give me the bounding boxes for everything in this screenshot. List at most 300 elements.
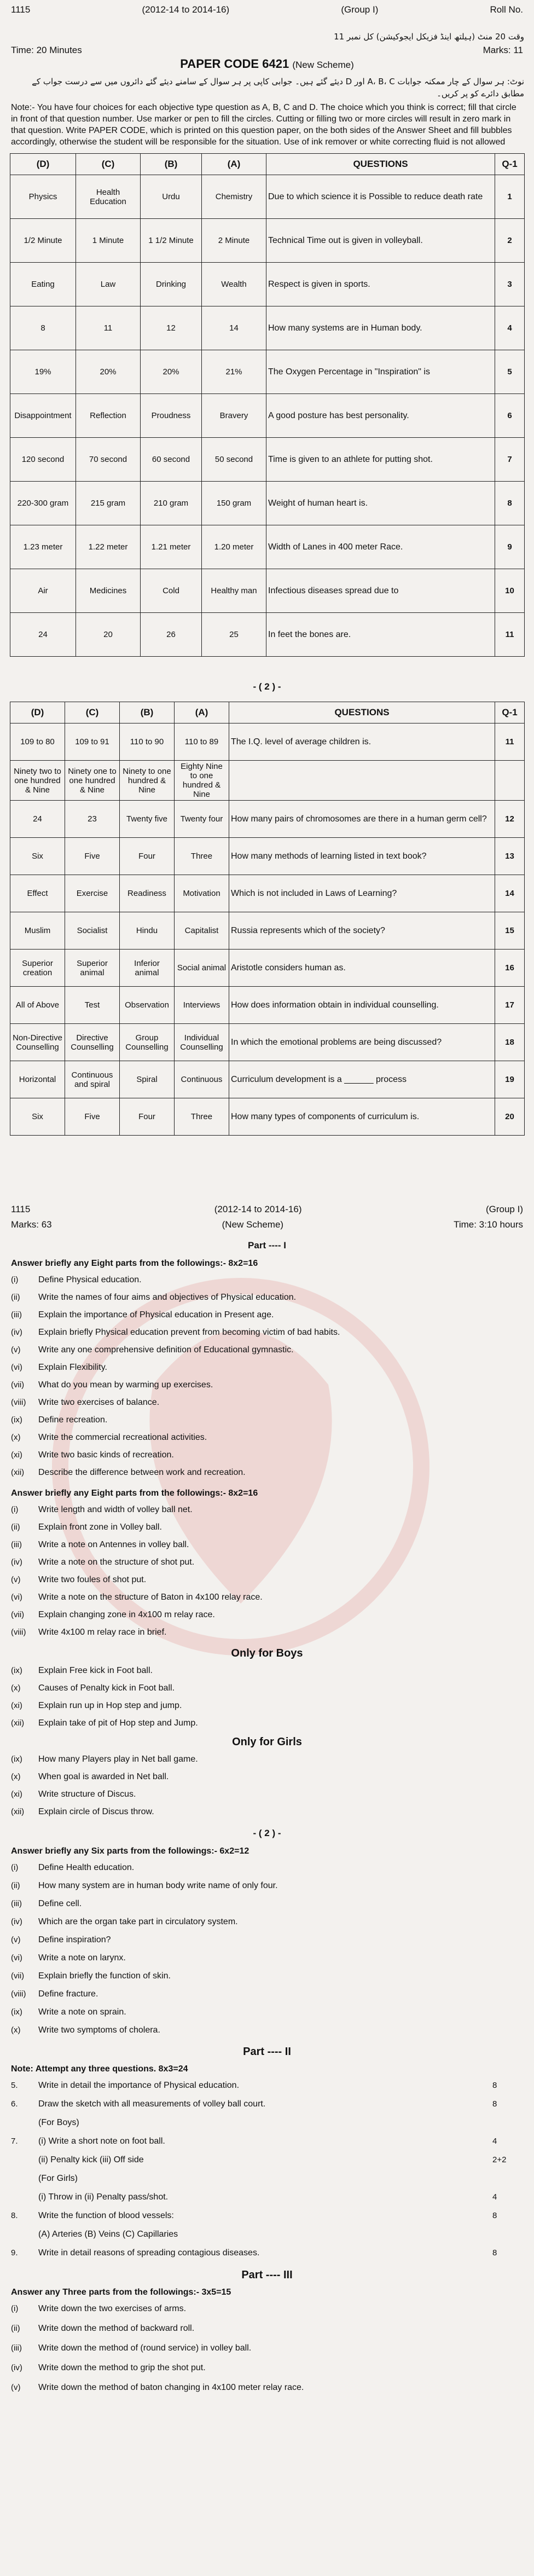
option-c: Directive Counselling <box>65 1024 120 1061</box>
item-number: 6. <box>11 2099 18 2109</box>
option-c: Superior animal <box>65 950 120 987</box>
option-b: Readiness <box>120 875 175 912</box>
option-c: Test <box>65 987 120 1024</box>
option-b: Four <box>120 838 175 875</box>
option-d: 24 <box>10 613 76 657</box>
question-number: 5 <box>495 350 525 394</box>
question-text: Russia represents which of the society? <box>229 912 495 950</box>
question-text: How does information obtain in individual counselling. <box>229 987 495 1024</box>
option-a: 1.20 meter <box>202 525 266 569</box>
column-header: Q-1 <box>495 154 525 175</box>
option-d: Physics <box>10 175 76 219</box>
subjective-time: Time: 3:10 hours <box>454 1219 523 1230</box>
column-header: (A) <box>202 154 266 175</box>
question-number: 11 <box>495 723 525 761</box>
question-heading: Answer briefly any Eight parts from the followings:- 8x2=16 <box>11 1489 258 1498</box>
option-d: Six <box>10 838 65 875</box>
column-header: (C) <box>76 154 141 175</box>
part-1-label: Part ---- I <box>248 1240 286 1251</box>
objective-table-2 <box>10 702 525 1136</box>
question-number: 9 <box>495 525 525 569</box>
question-number: 16 <box>495 950 525 987</box>
question-row <box>10 1024 525 1061</box>
option-a: Healthy man <box>202 569 266 613</box>
option-d: Effect <box>10 875 65 912</box>
question-number: 2 <box>495 219 525 263</box>
header-top-row <box>11 4 523 15</box>
item-text: (For Boys) <box>38 2118 79 2127</box>
option-c: 109 to 91 <box>65 723 120 761</box>
section-title: Only for Girls <box>232 1736 302 1748</box>
question-text: Due to which science it is Possible to reduce death rate <box>266 175 495 219</box>
item-number: (iv) <box>11 2363 22 2372</box>
option-b: Group Counselling <box>120 1024 175 1061</box>
item-number: (xii) <box>11 1807 25 1816</box>
question-row <box>10 801 525 838</box>
question-text: How many methods of learning listed in text book? <box>229 838 495 875</box>
item-number: (ix) <box>11 1415 22 1425</box>
item-marks: 8 <box>492 2211 497 2220</box>
item-text: Write structure of Discus. <box>38 1790 136 1799</box>
question-number: 11 <box>495 613 525 657</box>
question-number: 14 <box>495 875 525 912</box>
option-c: 1 Minute <box>76 219 141 263</box>
paper-code: 6421 <box>262 57 289 71</box>
option-b: 110 to 90 <box>120 723 175 761</box>
item-number: (iii) <box>11 1310 22 1319</box>
question-text: Aristotle considers human as. <box>229 950 495 987</box>
question-row <box>10 219 525 263</box>
option-d: Non-Directive Counselling <box>10 1024 65 1061</box>
question-text: Time is given to an athlete for putting shot. <box>266 438 495 482</box>
subjective-board-line: (2012-14 to 2014-16) <box>214 1204 302 1214</box>
item-text: Write two basic kinds of recreation. <box>38 1450 174 1460</box>
roll-label: Roll No. <box>490 4 523 15</box>
question-number: 10 <box>495 569 525 613</box>
item-text: (ii) Penalty kick (iii) Off side <box>38 2155 144 2164</box>
option-c: Exercise <box>65 875 120 912</box>
question-number: 15 <box>495 912 525 950</box>
question-row <box>10 438 525 482</box>
item-text: Write a note on sprain. <box>38 2007 126 2017</box>
option-d: Six <box>10 1098 65 1136</box>
question-text <box>229 761 495 801</box>
column-header: (D) <box>10 154 76 175</box>
option-c: 70 second <box>76 438 141 482</box>
question-text: How many systems are in Human body. <box>266 306 495 350</box>
option-b: Twenty five <box>120 801 175 838</box>
item-number: (xi) <box>11 1450 22 1460</box>
option-d: 220-300 gram <box>10 482 76 525</box>
item-text: Write the function of blood vessels: <box>38 2211 174 2220</box>
question-text: Curriculum development is a ______ process <box>229 1061 495 1098</box>
option-b: Observation <box>120 987 175 1024</box>
option-b: 26 <box>141 613 202 657</box>
item-text: Explain briefly Physical education prevent from becoming victim of bad habits. <box>38 1328 340 1337</box>
option-a: 2 Minute <box>202 219 266 263</box>
option-b: Ninety to one hundred & Nine <box>120 761 175 801</box>
option-a: Continuous <box>175 1061 229 1098</box>
item-text: Define inspiration? <box>38 1935 111 1944</box>
option-c: 20% <box>76 350 141 394</box>
item-number: (iii) <box>11 2343 22 2353</box>
item-number: (v) <box>11 1935 21 1944</box>
question-row <box>10 613 525 657</box>
item-text: (i) Write a short note on foot ball. <box>38 2137 165 2146</box>
item-text: Explain changing zone in 4x100 m relay race. <box>38 1610 215 1619</box>
option-c: 23 <box>65 801 120 838</box>
option-c: Health Education <box>76 175 141 219</box>
question-row <box>10 1061 525 1098</box>
question-row <box>10 350 525 394</box>
instructions-note: Note:- You have four choices for each objective type question as A, B, C and D. The choice which you think is correct; fill that circle in front of that question number. Use marker or pen to fill the circles. Cutting or filling two or more circles will result in zero mark in that question. Write PAPER CODE, which is printed on this question paper, on the both sides of the Answer Sheet and fill bubbles accordingly, otherwise the student will be responsible for the situation. Use of ink remover or white correcting fluid is not allowed <box>11 103 516 147</box>
item-text: Write a note on Antennes in volley ball. <box>38 1540 189 1549</box>
paper-code-label: PAPER CODE <box>180 57 259 71</box>
question-text: Technical Time out is given in volleyball. <box>266 219 495 263</box>
item-number: (xi) <box>11 1790 22 1799</box>
option-d: Disappointment <box>10 394 76 438</box>
item-number: (vii) <box>11 1610 25 1619</box>
question-text: Width of Lanes in 400 meter Race. <box>266 525 495 569</box>
question-row <box>10 394 525 438</box>
subjective-code: 1115 <box>11 1204 31 1214</box>
scheme-label: (New Scheme) <box>292 60 354 70</box>
question-number: 19 <box>495 1061 525 1098</box>
question-text: In feet the bones are. <box>266 613 495 657</box>
item-number: (x) <box>11 2025 21 2035</box>
question-heading: Answer briefly any Eight parts from the followings:- 8x2=16 <box>11 1259 258 1268</box>
table-header-row <box>10 702 525 723</box>
option-a: Three <box>175 838 229 875</box>
question-number: 17 <box>495 987 525 1024</box>
option-d: Horizontal <box>10 1061 65 1098</box>
option-c: Continuous and spiral <box>65 1061 120 1098</box>
item-text: When goal is awarded in Net ball. <box>38 1772 169 1781</box>
item-text: Write down the method to grip the shot put. <box>38 2363 206 2372</box>
question-row <box>10 263 525 306</box>
item-text: Write down the method of (round service) in volley ball. <box>38 2343 252 2353</box>
item-number: (iv) <box>11 1328 22 1337</box>
option-d: 1/2 Minute <box>10 219 76 263</box>
question-heading: Note: Attempt any three questions. 8x3=24 <box>11 2064 188 2074</box>
question-number: 1 <box>495 175 525 219</box>
question-text: The Oxygen Percentage in "Inspiration" is <box>266 350 495 394</box>
option-b: Drinking <box>141 263 202 306</box>
column-header: (A) <box>175 702 229 723</box>
item-number: (xii) <box>11 1468 25 1477</box>
section-title: Only for Boys <box>231 1647 303 1659</box>
subjective-header-row <box>11 1204 523 1215</box>
item-number: (v) <box>11 1575 21 1584</box>
item-marks: 4 <box>492 2137 497 2146</box>
option-b: 1.21 meter <box>141 525 202 569</box>
item-text: Describe the difference between work and recreation. <box>38 1468 246 1477</box>
option-a: Bravery <box>202 394 266 438</box>
question-text: Weight of human heart is. <box>266 482 495 525</box>
item-number: (ii) <box>11 2324 20 2333</box>
column-header: (C) <box>65 702 120 723</box>
time-label: Time: 20 Minutes <box>11 45 82 55</box>
item-text: Write the commercial recreational activities. <box>38 1433 207 1442</box>
option-d: 8 <box>10 306 76 350</box>
option-a: Three <box>175 1098 229 1136</box>
question-row <box>10 175 525 219</box>
question-number: 13 <box>495 838 525 875</box>
item-number: (ii) <box>11 1881 20 1890</box>
question-text: How many pairs of chromosomes are there in a human germ cell? <box>229 801 495 838</box>
urdu-top: وقت 20 منٹ (ہیلتھ اینڈ فزیکل ایجوکیشن) کل نمبر 11 <box>334 32 524 42</box>
item-number: (ix) <box>11 1755 22 1764</box>
option-c: Five <box>65 1098 120 1136</box>
option-b: 20% <box>141 350 202 394</box>
option-d: Superior creation <box>10 950 65 987</box>
item-number: (iv) <box>11 1917 22 1926</box>
option-b: Spiral <box>120 1061 175 1098</box>
item-number: (iii) <box>11 1899 22 1908</box>
item-marks: 2+2 <box>492 2155 507 2164</box>
option-d: Muslim <box>10 912 65 950</box>
option-c: 1.22 meter <box>76 525 141 569</box>
item-number: 9. <box>11 2248 18 2257</box>
item-marks: 8 <box>492 2099 497 2109</box>
item-number: (i) <box>11 1275 19 1284</box>
option-c: Five <box>65 838 120 875</box>
option-a: Social animal <box>175 950 229 987</box>
question-heading: Answer any Three parts from the followings:- 3x5=15 <box>11 2288 231 2297</box>
item-number: (i) <box>11 1505 19 1514</box>
question-heading: Answer briefly any Six parts from the followings:- 6x2=12 <box>11 1846 249 1856</box>
question-row <box>10 569 525 613</box>
option-d: Ninety two to one hundred & Nine <box>10 761 65 801</box>
column-header: (B) <box>141 154 202 175</box>
question-row <box>10 875 525 912</box>
question-row <box>10 987 525 1024</box>
option-b: Cold <box>141 569 202 613</box>
option-c: Law <box>76 263 141 306</box>
item-text: Explain Flexibility. <box>38 1363 107 1372</box>
subjective-group: (Group I) <box>485 1204 523 1214</box>
option-c: 20 <box>76 613 141 657</box>
item-marks: 8 <box>492 2081 497 2090</box>
subjective-marks: Marks: 63 <box>11 1219 52 1230</box>
question-number <box>495 761 525 801</box>
item-text: Define recreation. <box>38 1415 108 1425</box>
question-text: A good posture has best personality. <box>266 394 495 438</box>
item-text: Write a note on the structure of Baton in 4x100 relay race. <box>38 1593 263 1602</box>
item-number: (ix) <box>11 1666 22 1675</box>
option-d: 19% <box>10 350 76 394</box>
item-text: Write in detail reasons of spreading contagious diseases. <box>38 2248 260 2257</box>
option-a: 21% <box>202 350 266 394</box>
item-text: How many Players play in Net ball game. <box>38 1755 198 1764</box>
option-b: Inferior animal <box>120 950 175 987</box>
question-row <box>10 525 525 569</box>
item-text: (A) Arteries (B) Veins (C) Capillaries <box>38 2230 178 2239</box>
option-b: Four <box>120 1098 175 1136</box>
section-title: Part ---- III <box>241 2269 293 2281</box>
left-code: 1115 <box>11 4 31 15</box>
question-row <box>10 761 525 801</box>
item-number: 8. <box>11 2211 18 2220</box>
item-number: (i) <box>11 1863 19 1872</box>
column-header: (B) <box>120 702 175 723</box>
option-a: Twenty four <box>175 801 229 838</box>
item-text: Explain the importance of Physical education in Present age. <box>38 1310 274 1319</box>
objective-table-1 <box>10 153 525 657</box>
page-separator: - ( 2 ) - <box>253 681 281 692</box>
option-b: Proudness <box>141 394 202 438</box>
item-text: (For Girls) <box>38 2174 78 2183</box>
question-text: The I.Q. level of average children is. <box>229 723 495 761</box>
table-header-row <box>10 154 525 175</box>
item-number: (v) <box>11 2383 21 2392</box>
question-text: In which the emotional problems are being discussed? <box>229 1024 495 1061</box>
item-number: (viii) <box>11 1628 26 1637</box>
item-text: Write a note on the structure of shot put. <box>38 1558 195 1567</box>
item-number: (iii) <box>11 1540 22 1549</box>
item-text: Write in detail the importance of Physical education. <box>38 2081 240 2090</box>
item-number: (ii) <box>11 1523 20 1532</box>
paper-code-line <box>0 57 534 71</box>
option-d: 24 <box>10 801 65 838</box>
item-text: What do you mean by warming up exercises. <box>38 1380 213 1390</box>
option-a: Motivation <box>175 875 229 912</box>
item-number: (vi) <box>11 1593 22 1602</box>
item-text: Explain front zone in Volley ball. <box>38 1523 162 1532</box>
item-number: 7. <box>11 2137 18 2146</box>
urdu-note: نوٹ: ہر سوال کے چار ممکنہ جوابات A، B، C اور D دیئے گئے ہیں۔ جوابی کاپی پر ہر سوال کے سامنے دیئے گئے دائروں میں سے درست جواب کے مطابق دائرے کو پر کریں۔ <box>32 77 524 99</box>
option-c: 215 gram <box>76 482 141 525</box>
item-text: Define fracture. <box>38 1989 98 1999</box>
option-c: 11 <box>76 306 141 350</box>
item-text: Write a note on larynx. <box>38 1953 126 1963</box>
item-text: Define Health education. <box>38 1863 135 1872</box>
column-header: (D) <box>10 702 65 723</box>
item-text: Explain run up in Hop step and jump. <box>38 1701 182 1710</box>
item-text: Write down the two exercises of arms. <box>38 2304 187 2313</box>
item-marks: 8 <box>492 2248 497 2257</box>
option-a: Interviews <box>175 987 229 1024</box>
item-number: (viii) <box>11 1989 26 1999</box>
item-text: Explain briefly the function of skin. <box>38 1971 171 1981</box>
question-text: How many types of components of curriculum is. <box>229 1098 495 1136</box>
question-number: 20 <box>495 1098 525 1136</box>
item-marks: 4 <box>492 2192 497 2202</box>
item-number: (vi) <box>11 1953 22 1963</box>
item-number: (vii) <box>11 1971 25 1981</box>
item-text: Causes of Penalty kick in Foot ball. <box>38 1683 175 1693</box>
item-number: (viii) <box>11 1398 26 1407</box>
item-number: (xi) <box>11 1701 22 1710</box>
marks-label: Marks: 11 <box>483 45 523 55</box>
board-line: (2012-14 to 2014-16) <box>142 4 230 15</box>
option-a: 150 gram <box>202 482 266 525</box>
question-text: Infectious diseases spread due to <box>266 569 495 613</box>
option-a: Individual Counselling <box>175 1024 229 1061</box>
item-number: (v) <box>11 1345 21 1354</box>
item-number: (x) <box>11 1683 21 1693</box>
item-number: (iv) <box>11 1558 22 1567</box>
question-row <box>10 723 525 761</box>
option-d: 1.23 meter <box>10 525 76 569</box>
subjective-meta-row <box>11 1219 523 1230</box>
option-d: All of Above <box>10 987 65 1024</box>
item-text: Write down the method of baton changing in 4x100 meter relay race. <box>38 2383 304 2392</box>
option-d: Air <box>10 569 76 613</box>
question-row <box>10 1098 525 1136</box>
option-d: 109 to 80 <box>10 723 65 761</box>
option-a: 14 <box>202 306 266 350</box>
question-row <box>10 482 525 525</box>
question-row <box>10 950 525 987</box>
option-a: Eighty Nine to one hundred & Nine <box>175 761 229 801</box>
item-text: Define cell. <box>38 1899 82 1908</box>
item-number: (ix) <box>11 2007 22 2017</box>
subjective-scheme: (New Scheme) <box>222 1219 284 1230</box>
option-d: 120 second <box>10 438 76 482</box>
option-a: 25 <box>202 613 266 657</box>
question-number: 8 <box>495 482 525 525</box>
question-row <box>10 306 525 350</box>
item-text: Write the names of four aims and objectives of Physical education. <box>38 1293 297 1302</box>
item-number: (vi) <box>11 1363 22 1372</box>
item-text: Draw the sketch with all measurements of volley ball court. <box>38 2099 266 2109</box>
item-number: (i) <box>11 2304 19 2313</box>
option-c: Medicines <box>76 569 141 613</box>
column-header: QUESTIONS <box>266 154 495 175</box>
item-number: (vii) <box>11 1380 25 1390</box>
item-text: Write two foules of shot put. <box>38 1575 147 1584</box>
option-c: Socialist <box>65 912 120 950</box>
item-text: Write two symptoms of cholera. <box>38 2025 160 2035</box>
option-b: Hindu <box>120 912 175 950</box>
question-row <box>10 838 525 875</box>
item-text: Explain take of pit of Hop step and Jump. <box>38 1718 198 1728</box>
item-text: Which are the organ take part in circulatory system. <box>38 1917 238 1926</box>
item-text: (i) Throw in (ii) Penalty pass/shot. <box>38 2192 169 2202</box>
option-d: Eating <box>10 263 76 306</box>
question-text: Which is not included in Laws of Learning? <box>229 875 495 912</box>
item-text: Define Physical education. <box>38 1275 142 1284</box>
question-number: 3 <box>495 263 525 306</box>
option-a: Wealth <box>202 263 266 306</box>
item-text: Explain circle of Discus throw. <box>38 1807 154 1816</box>
page-separator: - ( 2 ) - <box>253 1828 281 1838</box>
group-label: (Group I) <box>341 4 379 15</box>
item-number: (x) <box>11 1433 21 1442</box>
question-text: Respect is given in sports. <box>266 263 495 306</box>
item-text: Write 4x100 m relay race in brief. <box>38 1628 167 1637</box>
item-text: Explain Free kick in Foot ball. <box>38 1666 153 1675</box>
item-number: (xii) <box>11 1718 25 1728</box>
section-title: Part ---- II <box>243 2046 291 2058</box>
item-number: (ii) <box>11 1293 20 1302</box>
option-c: Reflection <box>76 394 141 438</box>
item-text: Write down the method of backward roll. <box>38 2324 195 2333</box>
option-a: 50 second <box>202 438 266 482</box>
question-number: 18 <box>495 1024 525 1061</box>
option-c: Ninety one to one hundred & Nine <box>65 761 120 801</box>
option-a: Chemistry <box>202 175 266 219</box>
option-b: 210 gram <box>141 482 202 525</box>
question-number: 4 <box>495 306 525 350</box>
item-text: How many system are in human body write name of only four. <box>38 1881 278 1890</box>
item-number: 5. <box>11 2081 18 2090</box>
header-time-row <box>11 45 523 56</box>
option-b: Urdu <box>141 175 202 219</box>
question-number: 6 <box>495 394 525 438</box>
column-header: QUESTIONS <box>229 702 495 723</box>
